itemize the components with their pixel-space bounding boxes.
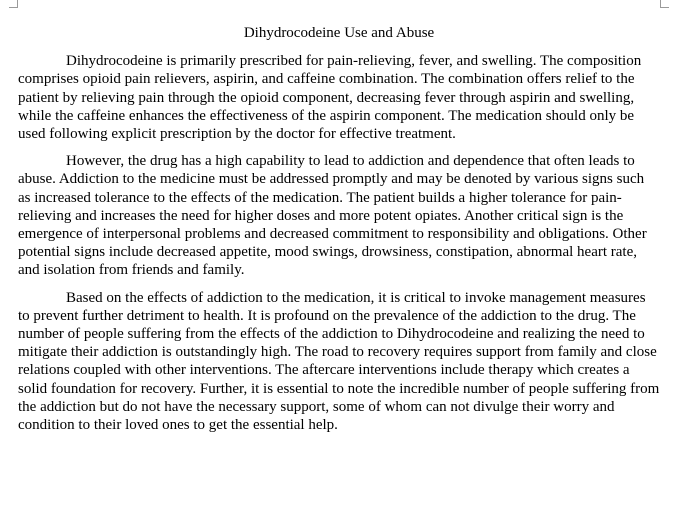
paragraph-3: Based on the effects of addiction to the medication, it is critical to invoke management measures to prevent further detriment to health. It is profound on the prevalence of the addiction to the drug. The number of people suffering from the effects of the addiction to Dihydrocodeine and realizing the need to mitigate their addiction is outstandingly high. The road to recovery requires support from family and close relations coupled with other interventions. The aftercare interventions include therapy which creates a solid foundation for recovery. Further, it is essential to note the incredible number of people suffering from the addiction but do not have the necessary support, some of whom can not divulge their worry and condition to their loved ones to get the essential help.	[18, 289, 660, 434]
paragraph-2: However, the drug has a high capability to lead to addiction and dependence that often leads to abuse. Addiction to the medicine must be addressed promptly and may be denoted by various signs such as increased tolerance to the effects of the medication. The patient builds a higher tolerance for pain-relieving and increases the need for higher doses and more potent opiates. Another critical sign is the emergence of interpersonal problems and decreased commitment to responsibility and obligations. Other potential signs include decreased appetite, mood swings, drowsiness, constipation, abnormal heart rate, and isolation from friends and family.	[18, 153, 647, 279]
document-body[interactable]	[18, 24, 660, 443]
margin-corner-mark-top-left	[9, 0, 18, 8]
margin-corner-mark-top-right	[660, 0, 669, 8]
paragraph-1: Dihydrocodeine is primarily prescribed for pain-relieving, fever, and swelling. The composition comprises opioid pain relievers, aspirin, and caffeine combination. The combination offers relief to the patient by relieving pain through the opioid component, decreasing fever through aspirin and swelling, while the caffeine enhances the effectiveness of the aspirin component. The medication should only be used following explicit prescription by the doctor for effective treatment.	[18, 53, 642, 143]
document-title: Dihydrocodeine Use and Abuse	[243, 25, 435, 41]
